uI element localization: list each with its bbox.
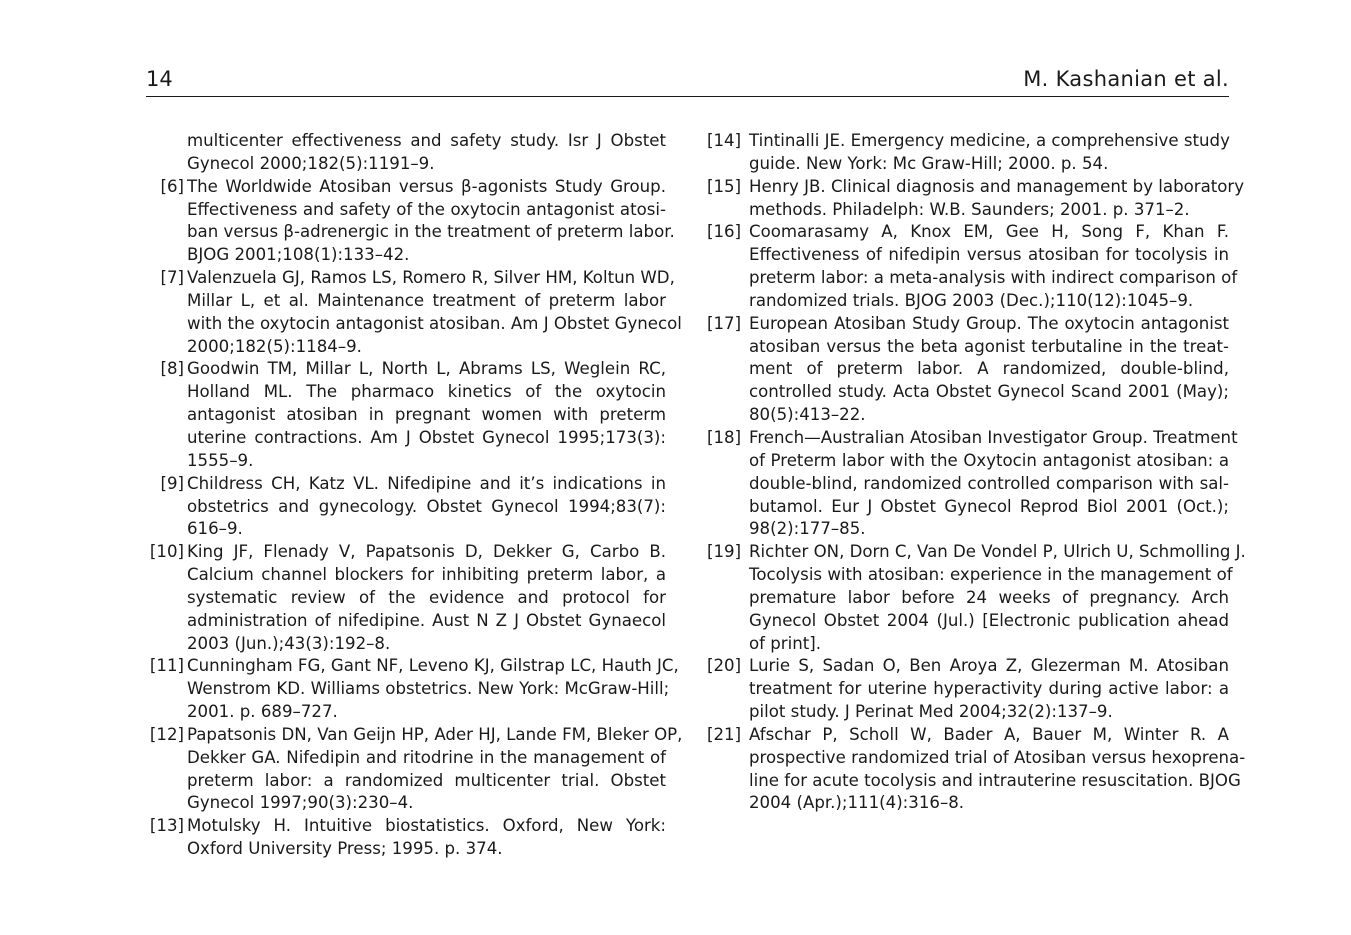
reference-entry [707,130,1229,176]
reference-line: Goodwin TM, Millar L, North L, Abrams LS, Weglein RC, [187,359,666,379]
reference-line: of print]. [749,633,822,653]
reference-entry [146,176,675,267]
reference-line: preterm labor: a randomized multicenter trial. Obstet [187,770,666,790]
reference-line: BJOG 2001;108(1):133–42. [187,245,410,265]
reference-line: butamol. Eur J Obstet Gynecol Reprod Biol 2001 (Oct.); [749,496,1229,516]
reference-line: preterm labor: a meta-analysis with indirect comparison of [749,268,1238,288]
reference-line: 98(2):177–85. [749,519,866,539]
reference-number: [15] [707,176,742,196]
reference-line: Millar L, et al. Maintenance treatment of preterm labor [187,290,666,310]
reference-text [749,724,1246,815]
reference-number: [13] [149,816,184,836]
reference-line: 80(5):413–22. [749,405,866,425]
reference-line: French—Australian Atosiban Investigator Group. Treatment [749,427,1238,447]
reference-number: [19] [707,542,742,562]
reference-line: 2004 (Apr.);111(4):316–8. [749,793,965,813]
reference-line: Gynecol 2000;182(5):1191–9. [187,153,435,173]
reference-text [187,724,683,815]
reference-line: Afschar P, Scholl W, Bader A, Bauer M, Winter R. A [749,724,1229,744]
reference-entry [146,358,666,472]
reference-line: Papatsonis DN, Van Geijn HP, Ader HJ, Lande FM, Bleker OP, [187,724,683,744]
reference-text [187,358,666,472]
reference-line: administration of nifedipine. Aust N Z J Obstet Gynaecol [187,610,666,630]
reference-line: Wenstrom KD. Williams obstetrics. New York: McGraw-Hill; [187,679,670,699]
reference-line: Oxford University Press; 1995. p. 374. [187,839,503,859]
reference-text [187,176,675,267]
reference-line: 2000;182(5):1184–9. [187,336,362,356]
reference-line: line for acute tocolysis and intrauterine resuscitation. BJOG [749,770,1241,790]
page-header [146,66,1229,97]
reference-line: premature labor before 24 weeks of pregnancy. Arch [749,587,1229,607]
reference-line: Lurie S, Sadan O, Ben Aroya Z, Glezerman M. Atosiban [749,656,1229,676]
reference-entry [707,655,1229,724]
reference-entry [707,313,1229,427]
reference-number: [10] [149,542,184,562]
reference-entry [707,427,1238,541]
reference-line: prospective randomized trial of Atosiban versus hexoprena- [749,747,1246,767]
reference-number: [14] [707,131,742,150]
reference-entry [146,655,679,724]
reference-number: [12] [149,724,184,744]
reference-text [187,655,679,724]
reference-line: pilot study. J Perinat Med 2004;32(2):137–9. [749,702,1113,722]
reference-line: Richter ON, Dorn C, Van De Vondel P, Ulrich U, Schmolling J. [749,542,1246,562]
reference-text [749,130,1229,176]
reference-line: multicenter effectiveness and safety study. Isr J Obstet [187,131,666,150]
reference-entry [707,541,1246,655]
reference-text [749,176,1245,222]
reference-line: treatment for uterine hyperactivity during active labor: a [749,679,1229,699]
reference-line: antagonist atosiban in pregnant women with preterm [187,405,666,425]
reference-line: The Worldwide Atosiban versus β-agonists Study Group. [187,176,666,196]
reference-text [187,267,682,358]
reference-line: Coomarasamy A, Knox EM, Gee H, Song F, Khan F. [749,222,1229,242]
page-number: 14 [146,67,173,91]
reference-line: obstetrics and gynecology. Obstet Gynecol 1994;83(7): [187,496,666,516]
reference-line: Effectiveness and safety of the oxytocin antagonist atosi- [187,199,666,219]
reference-text [749,313,1229,427]
reference-list-left-column [146,130,683,861]
reference-line: randomized trials. BJOG 2003 (Dec.);110(12):1045–9. [749,290,1194,310]
reference-entry [146,130,666,176]
reference-line: uterine contractions. Am J Obstet Gynecol 1995;173(3): [187,427,666,447]
reference-text [749,655,1229,724]
reference-text [749,541,1246,655]
reference-line: Calcium channel blockers for inhibiting preterm labor, a [187,565,666,585]
reference-line: Gynecol Obstet 2004 (Jul.) [Electronic publication ahead [749,610,1229,630]
reference-line: Henry JB. Clinical diagnosis and management by laboratory [749,176,1245,196]
reference-number: [17] [707,313,742,333]
reference-number: [20] [707,656,742,676]
reference-line: European Atosiban Study Group. The oxytocin antagonist [749,313,1229,333]
reference-text [749,221,1238,312]
reference-number: [21] [707,724,742,744]
reference-line: ban versus β-adrenergic in the treatment of preterm labor. [187,222,675,242]
reference-line: Gynecol 1997;90(3):230–4. [187,793,414,813]
reference-line: guide. New York: Mc Graw-Hill; 2000. p. 54. [749,153,1109,173]
reference-line: Motulsky H. Intuitive biostatistics. Oxford, New York: [187,816,666,836]
reference-entry [146,473,666,542]
reference-list-right-column [707,130,1246,815]
reference-entry [707,724,1246,815]
reference-line: Childress CH, Katz VL. Nifedipine and it’s indications in [187,473,666,493]
reference-entry [707,221,1238,312]
reference-line: methods. Philadelph: W.B. Saunders; 2001. p. 371–2. [749,199,1190,219]
reference-line: systematic review of the evidence and protocol for [187,587,666,607]
reference-entry [146,267,682,358]
reference-line: Tintinalli JE. Emergency medicine, a comprehensive study [749,131,1230,150]
reference-line: King JF, Flenady V, Papatsonis D, Dekker G, Carbo B. [187,542,666,562]
reference-line: ment of preterm labor. A randomized, double-blind, [749,359,1229,379]
reference-text [187,473,666,542]
reference-line: Valenzuela GJ, Ramos LS, Romero R, Silver HM, Koltun WD, [187,268,675,288]
reference-number: [6] [160,176,184,196]
reference-line: Dekker GA. Nifedipin and ritodrine in the management of [187,747,666,767]
running-head: M. Kashanian et al. [1023,67,1229,91]
reference-number: [8] [160,359,184,379]
reference-line: Holland ML. The pharmaco kinetics of the oxytocin [187,382,666,402]
reference-line: 616–9. [187,519,243,539]
reference-number: [16] [707,222,742,242]
reference-line: controlled study. Acta Obstet Gynecol Scand 2001 (May); [749,382,1229,402]
reference-text [187,130,666,176]
reference-line: Effectiveness of nifedipin versus atosiban for tocolysis in [749,245,1229,265]
reference-entry [146,815,666,861]
reference-number: [11] [149,656,184,676]
reference-entry [707,176,1245,222]
reference-line: of Preterm labor with the Oxytocin antagonist atosiban: a [749,450,1229,470]
reference-entry [146,724,683,815]
reference-number: [9] [160,473,184,493]
reference-text [749,427,1238,541]
reference-entry [146,541,666,655]
reference-number: [18] [707,427,742,447]
reference-line: 2001. p. 689–727. [187,702,338,722]
reference-line: Cunningham FG, Gant NF, Leveno KJ, Gilstrap LC, Hauth JC, [187,656,679,676]
reference-line: atosiban versus the beta agonist terbutaline in the treat- [749,336,1229,356]
reference-line: with the oxytocin antagonist atosiban. Am J Obstet Gynecol [187,313,682,333]
reference-line: 1555–9. [187,450,254,470]
reference-text [187,815,666,861]
reference-text [187,541,666,655]
reference-line: 2003 (Jun.);43(3):192–8. [187,633,391,653]
reference-number: [7] [160,268,184,288]
reference-line: Tocolysis with atosiban: experience in the management of [749,565,1233,585]
reference-line: double-blind, randomized controlled comparison with sal- [749,473,1229,493]
